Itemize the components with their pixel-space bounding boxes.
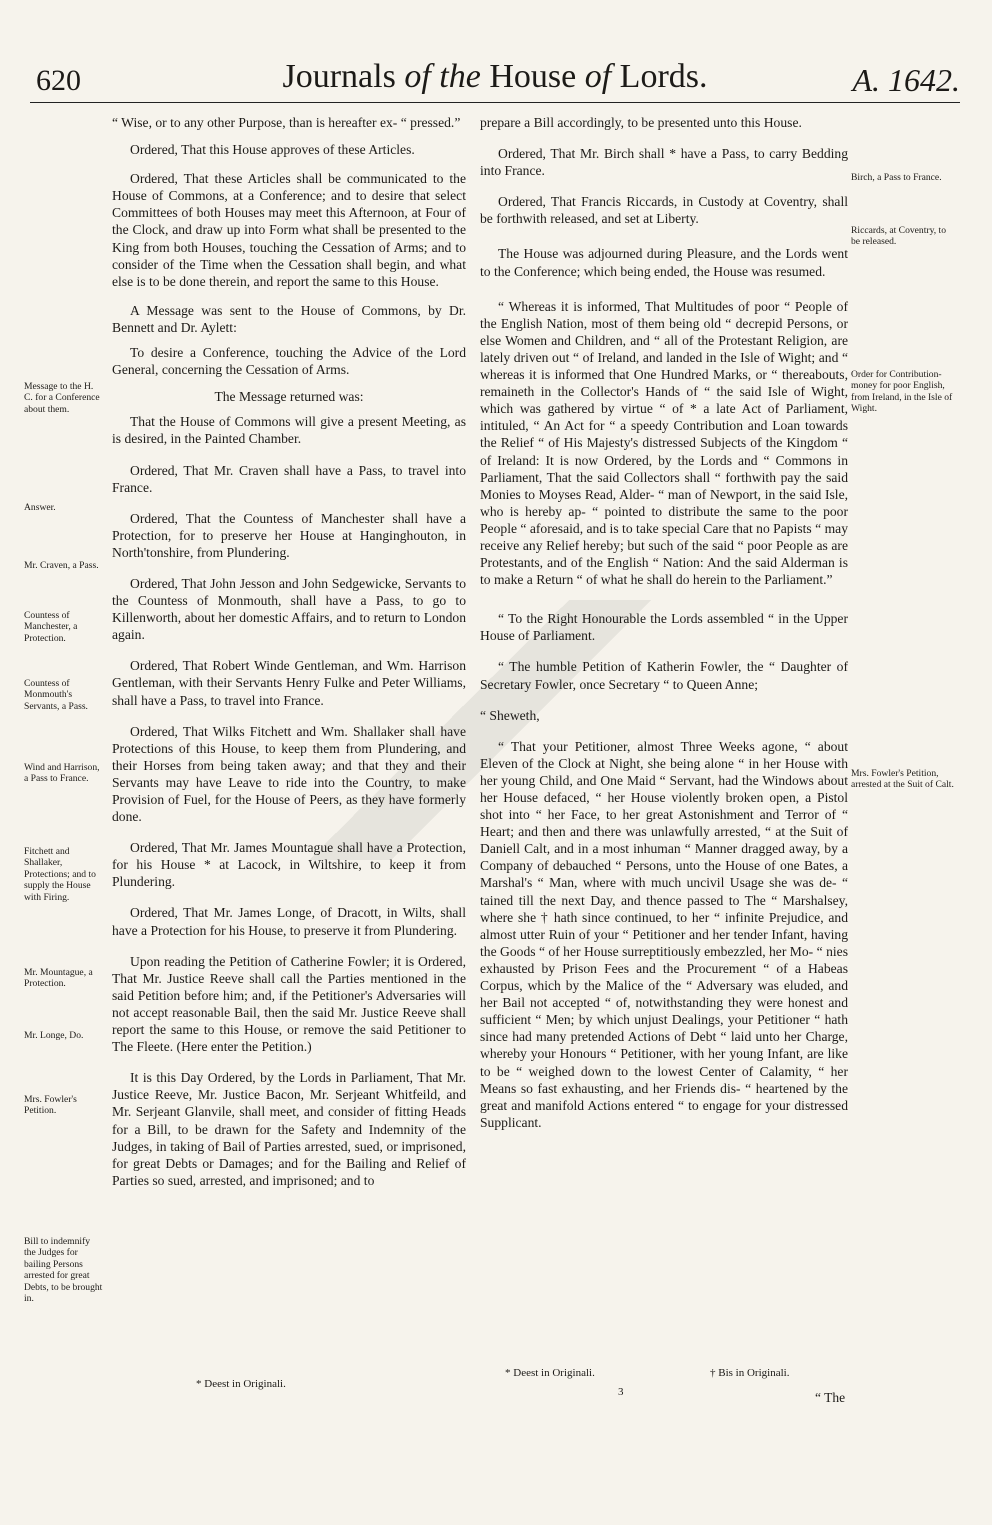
paragraph: That the House of Commons will give a present Meeting, as is desired, in the Painted Chamber. — [112, 414, 466, 447]
paragraph: Ordered, That Mr. James Longe, of Dracott, in Wilts, shall have a Protection for his House, to preserve it from Plundering. — [112, 905, 466, 938]
left-column — [112, 114, 466, 1201]
paragraph: Ordered, That the Countess of Manchester shall have a Protection, for to preserve her House at Hanginghouton, in North'tonshire, from Plundering. — [112, 510, 466, 560]
paragraph: “ That your Petitioner, almost Three Weeks agone, “ about Eleven of the Clock at Night, she being alone “ in her House with her young Child, and One Maid “ Servant, had the Windows about her House defaced, “ her House violently broken open, a Pistol shot into “ her Face, to her great Astonishment and Terror of “ Heart; and then and there was unlawfully arrested, “ at the Suit of Daniell Calt, and in a most inhuman “ Manner dragged away, by a Company of debauched “ Persons, unto the House of one Bates, a Marshal's “ Man, where with much uncivil Usage she was de- “ tained till the next Day, and thence passed to The “ Marshalsey, where she † hath since continued, to her “ infinite Prejudice, and almost utter Ruin of your “ Petitioner and her tender Infant, having the Goods “ of her House surreptitiously embezzled, her Mo- “ nies exhausted by Prison Fees and the Procurement “ of a Habeas Corpus, which by the Malice of the “ Adversary was eluded, and her Bail not accepted “ of, notwithstanding they were honest and sufficient “ Men; by which unjust Dealings, your Petitioner “ hath since had many pretended Actions of Debt “ laid unto her Charge, whereby your Honours “ Petitioner, with her young Infant, are like to be “ weighed down to the lowest Center of Calamity, “ her Means so fast exhausting, and her Friends dis- “ heartened by the great and manifold Actions entered “ to engage for your distressed Supplicant. — [480, 738, 848, 1130]
paragraph: A Message was sent to the House of Commons, by Dr. Bennett and Dr. Aylett: — [112, 302, 466, 335]
paragraph: Ordered, That these Articles shall be communicated to the House of Commons, at a Conference; and to desire that select Committees of both Houses may meet this Afternoon, at Four of the Clock, and draw up into Form what shall be presented to the King from both Houses, touching the Cessation of Arms; and to consider of the Time when the Cessation shall begin, and what else is to be done therein, and report the same to this House. — [112, 171, 466, 289]
paragraph: It is this Day Ordered, by the Lords in Parliament, That Mr. Justice Reeve, Mr. Justice Bacon, Mr. Serjeant Whitfeild, and Mr. Serjeant Glanvile, shall meet, and consider of fitting Heads for a Bill, to be drawn for the Safety and Indemnity of the Judges, in taking of Bail of Parties arrested, sued, or imprisoned, for great Debts or Damages; and for the Bailing and Relief of Parties so sued, arrested, and imprisoned; and to — [112, 1070, 466, 1188]
right-column — [480, 114, 848, 1143]
title-part: of — [584, 58, 612, 95]
paragraph: Ordered, That Francis Riccards, in Custody at Coventry, shall be forthwith released, and set at Liberty. — [480, 194, 848, 227]
title-part: House — [489, 58, 577, 95]
paragraph: “ The humble Petition of Katherin Fowler, the “ Daughter of Secretary Fowler, once Secretary “ to Queen Anne; — [480, 659, 848, 692]
journal-title — [30, 58, 960, 96]
margin-note: Mr. Mountague, a Protection. — [24, 967, 93, 990]
margin-note: Riccards, at Coventry, to be released. — [851, 225, 947, 248]
footnote: * Deest in Originali. — [196, 1378, 286, 1390]
page-number: 620 — [36, 64, 81, 97]
title-part: Journals — [282, 58, 396, 95]
title-part: of — [404, 58, 431, 95]
title-part: Lords. — [619, 58, 708, 95]
paragraph: Ordered, That John Jesson and John Sedgewicke, Servants to the Countess of Monmouth, shall have a Pass, to go to Killenworth, about her domestic Affairs, and to return to London again. — [112, 575, 466, 643]
catchword: “ The — [815, 1390, 846, 1405]
paragraph: To desire a Conference, touching the Advice of the Lord General, concerning the Cessation of Arms. — [112, 345, 466, 378]
margin-note: Fitchett and Shallaker, Protections; and to supply the House with Firing. — [24, 846, 96, 903]
margin-note: Wind and Harrison, a Pass to France. — [24, 762, 100, 785]
margin-note: Mrs. Fowler's Petition. — [24, 1094, 77, 1117]
margin-note: Answer. — [24, 502, 56, 513]
year: A. 1642. — [852, 62, 960, 98]
footnote: † Bis in Originali. — [710, 1367, 790, 1379]
margin-note: Birch, a Pass to France. — [851, 172, 942, 183]
paragraph: The House was adjourned during Pleasure, and the Lords went to the Conference; which being ended, the House was resumed. — [480, 246, 848, 279]
paragraph: Ordered, That Wilks Fitchett and Wm. Shallaker shall have Protections of this House, to keep them from Plundering, and their Horses from being taken away; and that they and their Servants may have Leave to ride into the Country, to make Provision of Fuel, for the House of Peers, as they have formerly done. — [112, 723, 466, 825]
paragraph: Ordered, That Robert Winde Gentleman, and Wm. Harrison Gentleman, with their Servants Henry Fulke and Peter Williams, shall have a Pass, to travel into France. — [112, 658, 466, 708]
signature-mark: 3 — [618, 1386, 624, 1398]
paragraph: Ordered, That this House approves of these Articles. — [130, 142, 415, 158]
margin-note: Mr. Longe, Do. — [24, 1030, 84, 1041]
paragraph: prepare a Bill accordingly, to be presented unto this House. — [480, 115, 802, 130]
page-header — [30, 58, 960, 102]
margin-note: Countess of Manchester, a Protection. — [24, 610, 78, 644]
margin-note: Mr. Craven, a Pass. — [24, 560, 99, 571]
paragraph: The Message returned was: — [214, 389, 364, 405]
paragraph: “ Whereas it is informed, That Multitudes of poor “ People of the English Nation, most of them being old “ decrepid Persons, or else Women and Children, and “ all of the Protestant Religion, are lately driven out “ of Ireland, and landed in the Isle of Wight; and “ whereas it is informed that One Hundred Marks, or “ thereabouts, remaineth in the Collector's Hands of “ the said Isle of Wight, which was gathered by virtue “ of * a late Act of Parliament, intituled, “ An Act for “ a speedy Contribution and Loan towards the Relief “ of His Majesty's distressed Subjects of the Kingdom “ of Ireland: It is now Ordered, by the Lords and “ Commons in Parliament, That the said Collectors shall “ forthwith pay the said Monies to Moyses Read, Alder- “ man of Newport, in the said Isle, who is hereby ap- “ pointed to distribute the same to the poor People “ aforesaid, and is to take special Care that no Papists “ may receive any Relief hereby; but such of the said “ poor People as are Protestants, and of the English “ Nation: And the said Alderman is to make a Return “ of what he shall do herein to the Parliament.” — [480, 298, 848, 588]
paragraph: Ordered, That Mr. James Mountague shall have a Protection, for his House * at Lacock, in Wiltshire, to keep it from Plundering. — [112, 840, 466, 890]
footnote: * Deest in Originali. — [505, 1367, 595, 1379]
paragraph: Ordered, That Mr. Craven shall have a Pass, to travel into France. — [112, 462, 466, 495]
margin-note: Message to the H. C. for a Conference about them. — [24, 381, 100, 415]
header-rule — [30, 102, 960, 103]
margin-note: Bill to indemnify the Judges for bailing Persons arrested for great Debts, to be brought in. — [24, 1236, 103, 1305]
paragraph: “ Sheweth, — [480, 707, 540, 723]
paragraph: Ordered, That Mr. Birch shall * have a Pass, to carry Bedding into France. — [480, 146, 848, 179]
margin-note: Countess of Monmouth's Servants, a Pass. — [24, 678, 88, 712]
paragraph: “ To the Right Honourable the Lords assembled “ in the Upper House of Parliament. — [480, 611, 848, 644]
margin-note: Order for Contribution-money for poor English, from Ireland, in the Isle of Wight. — [851, 369, 953, 415]
margin-note: Mrs. Fowler's Petition, arrested at the Suit of Calt. — [851, 768, 954, 791]
paragraph: “ Wise, or to any other Purpose, than is hereafter ex- “ pressed.” — [112, 115, 461, 130]
title-part: the — [439, 58, 481, 95]
paragraph: Upon reading the Petition of Catherine Fowler; it is Ordered, That Mr. Justice Reeve shall call the Parties mentioned in the said Petition before him; and, if the Petitioner's Adversaries will not accept reasonable Bail, then the said Mr. Justice Reeve shall report the same to this House, or remove the said Petitioner to The Fleete. (Here enter the Petition.) — [112, 953, 466, 1055]
